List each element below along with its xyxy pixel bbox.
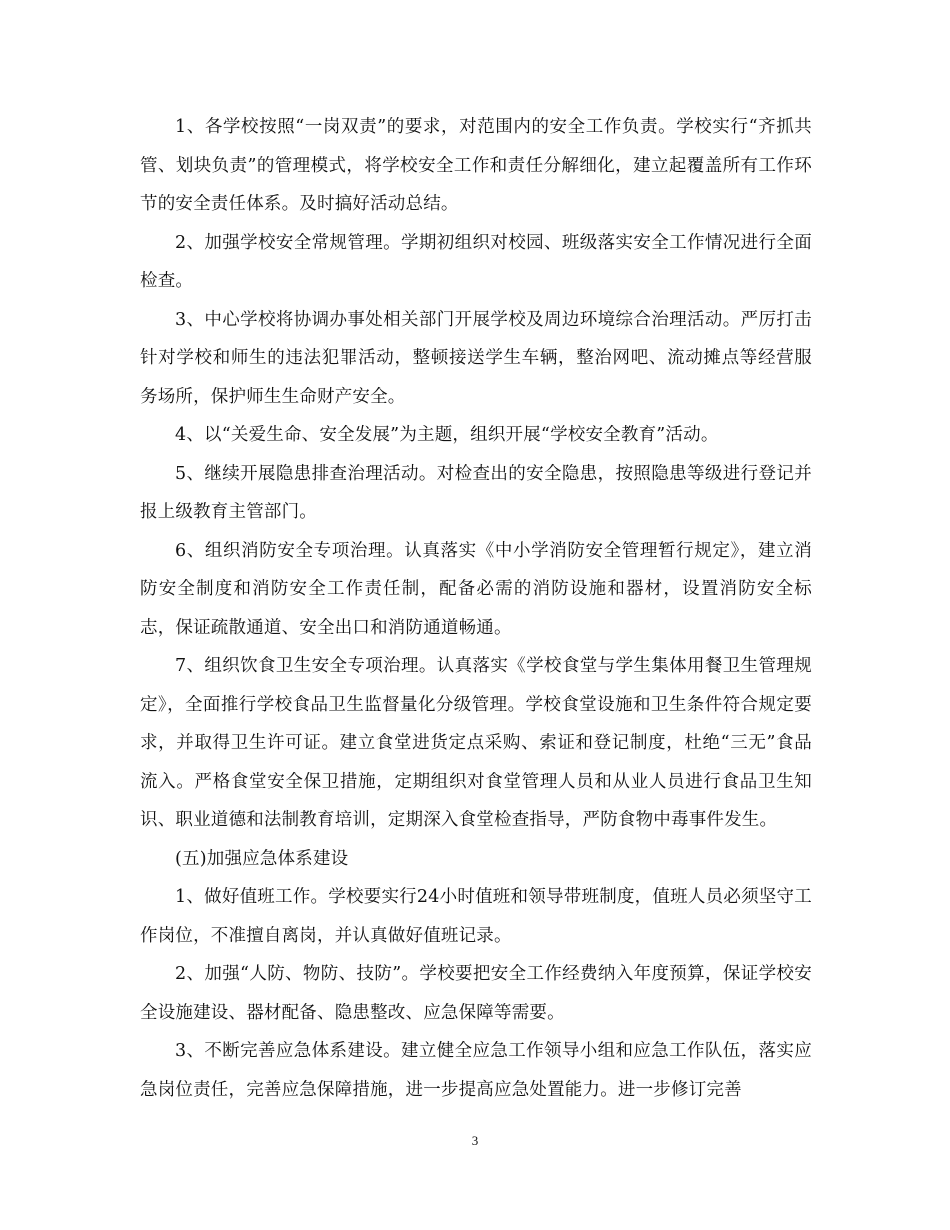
section-heading: (五)加强应急体系建设: [175, 848, 349, 869]
paragraph-6: 6、组织消防安全专项治理。认真落实《中小学消防安全管理暂行规定》，建立消防安全制度和消防安全工作责任制，配备必需的消防设施和器材，设置消防安全标志，保证疏散通道、安全出口和消防通道畅通。: [140, 540, 812, 638]
paragraph-3: 3、中心学校将协调办事处相关部门开展学校及周边环境综合治理活动。严厉打击针对学校和师生的违法犯罪活动，整顿接送学生车辆，整治网吧、流动摊点等经营服务场所，保护师生生命财产安全。: [140, 309, 812, 407]
document-body: [140, 108, 812, 1109]
paragraph-8: 1、做好值班工作。学校要实行24小时值班和领导带班制度，值班人员必须坚守工作岗位，不准擅自离岗，并认真做好值班记录。: [140, 887, 812, 946]
paragraph-2: 2、加强学校安全常规管理。学期初组织对校园、班级落实安全工作情况进行全面检查。: [140, 232, 812, 291]
paragraph-4: 4、以“关爱生命、安全发展”为主题，组织开展“学校安全教育”活动。: [175, 425, 719, 445]
page-number: 3: [471, 1133, 479, 1148]
paragraph-10: 3、不断完善应急体系建设。建立健全应急工作领导小组和应急工作队伍，落实应急岗位责任，完善应急保障措施，进一步提高应急处置能力。进一步修订完善: [140, 1041, 812, 1100]
paragraph-5: 5、继续开展隐患排查治理活动。对检查出的安全隐患，按照隐患等级进行登记并报上级教育主管部门。: [140, 463, 812, 522]
paragraph-1: 1、各学校按照“一岗双责”的要求，对范围内的安全工作负责。学校实行“齐抓共管、划块负责”的管理模式，将学校安全工作和责任分解细化，建立起覆盖所有工作环节的安全责任体系。及时搞好活动总结。: [140, 117, 812, 214]
paragraph-9: 2、加强“人防、物防、技防”。学校要把安全工作经费纳入年度预算，保证学校安全设施建设、器材配备、隐患整改、应急保障等需要。: [140, 964, 812, 1023]
paragraph-7: 7、组织饮食卫生安全专项治理。认真落实《学校食堂与学生集体用餐卫生管理规定》，全面推行学校食品卫生监督量化分级管理。学校食堂设施和卫生条件符合规定要求，并取得卫生许可证。建立食堂进货定点采购、索证和登记制度，杜绝“三无”食品流入。严格食堂安全保卫措施，定期组织对食堂管理人员和从业人员进行食品卫生知识、职业道德和法制教育培训，定期深入食堂检查指导，严防食物中毒事件发生。: [140, 656, 812, 830]
